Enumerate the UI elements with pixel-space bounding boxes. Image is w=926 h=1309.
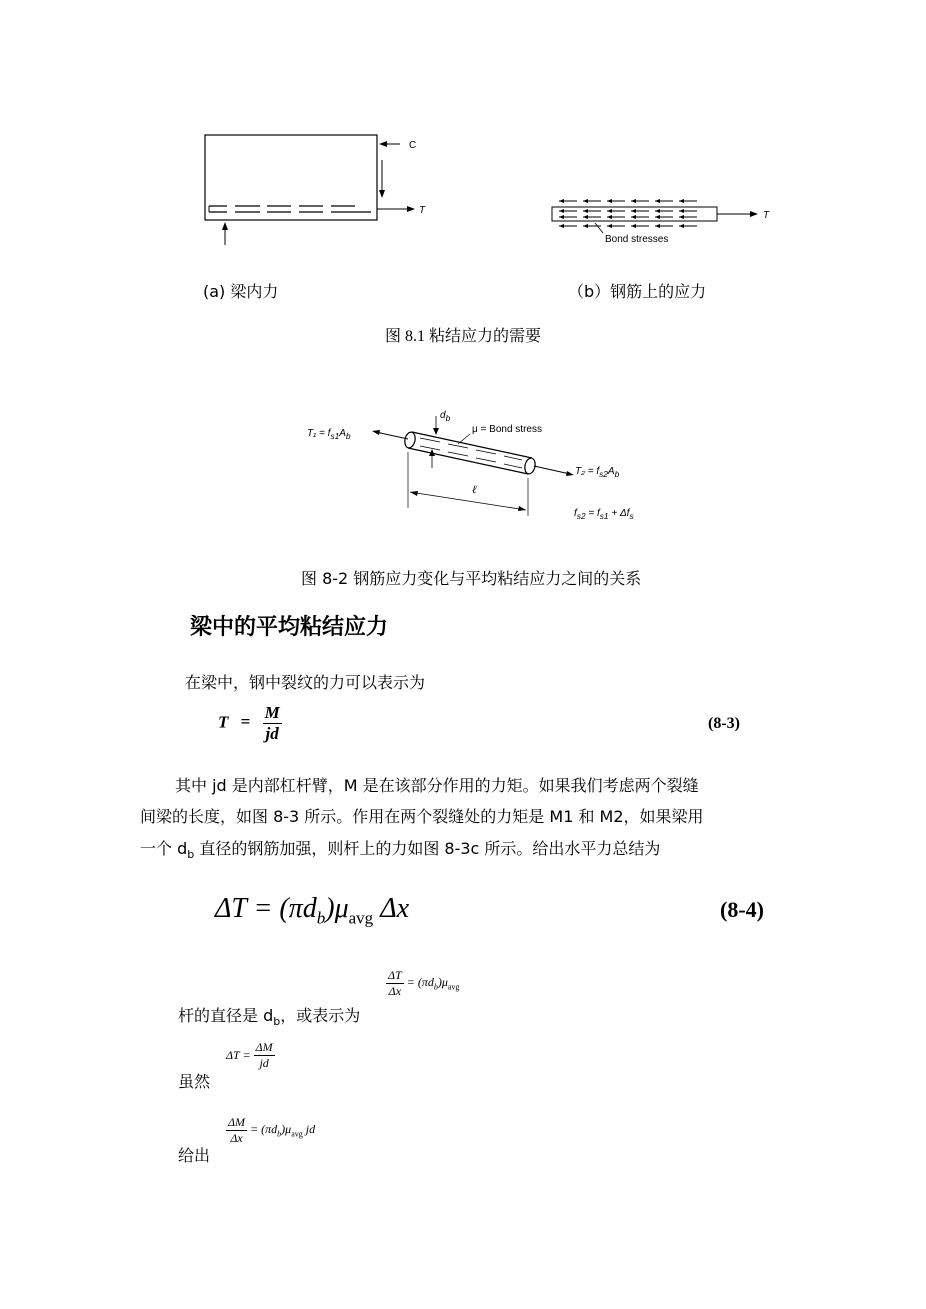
rod-text-sub: b <box>273 1015 281 1029</box>
eq-g-mid: )μ <box>281 1122 292 1137</box>
t2-label: T₂ = f <box>575 466 600 477</box>
equation-8-3: T = $\frac{M}{jd}$ <box>218 703 280 743</box>
force-t-label: T <box>419 205 426 216</box>
eq-alt-lhs: ΔT = <box>226 1048 251 1062</box>
t2-end-sub: b <box>614 469 620 479</box>
eq-g-end: jd <box>302 1122 316 1137</box>
figure-8-2 <box>300 408 680 528</box>
t2-sub: s2 <box>599 469 608 479</box>
eq-g-num: ΔM <box>228 1115 246 1129</box>
figure-8-2-title: 图 8-2 钢筋应力变化与平均粘结应力之间的关系 <box>301 569 642 588</box>
although-text: 虽然 <box>178 1072 211 1091</box>
eq-g-rhs: = (πd <box>250 1122 278 1137</box>
eq-rod-num: ΔT <box>388 968 402 982</box>
para-line-3a: 一个 d <box>140 839 188 858</box>
para-line-2: 间梁的长度，如图 8-3 所示。作用在两个裂缝处的力矩是 M1 和 M2，如果梁用 <box>140 807 704 826</box>
figure-8-1a-beam <box>195 125 445 250</box>
fs2-label: f <box>574 508 577 519</box>
t1-sub: s1 <box>330 431 340 441</box>
eq84-sub2: avg <box>348 908 374 928</box>
eq84-sub: b <box>316 908 326 928</box>
fs2-mid: = f <box>585 508 600 519</box>
length-label: ℓ <box>472 484 477 496</box>
eq-rod-sub: b <box>433 982 438 992</box>
para-line-3b: 直径的钢筋加强，则杆上的力如图 8-3c 所示。给出水平力总结为 <box>194 839 661 858</box>
eq84-end: Δx <box>373 893 410 924</box>
eq83-num: M <box>264 703 280 722</box>
eq-rod-sub2: avg <box>447 982 460 992</box>
rod-text-b: ，或表示为 <box>280 1006 361 1025</box>
figure-8-1-title: 图 8.1 粘结应力的需要 <box>385 328 542 345</box>
intro-text: 在梁中，钢中裂纹的力可以表示为 <box>185 673 426 692</box>
eq84-mid: )μ <box>325 893 349 924</box>
fs2-end: + Δf <box>608 508 630 519</box>
section-heading: 梁中的平均粘结应力 <box>190 615 389 640</box>
fs2-sub2: s1 <box>599 511 609 521</box>
eq-g-sub: b <box>277 1129 282 1139</box>
equation-rod <box>386 968 459 999</box>
fs2-sub3: s <box>629 511 634 521</box>
t1-end-sub: b <box>345 431 351 441</box>
t1-end: A <box>339 428 346 439</box>
t1-label: T₁ = f <box>307 428 331 439</box>
force-c-label: C <box>409 140 417 151</box>
eq83-den: jd <box>265 724 279 743</box>
caption-b: （b）钢筋上的应力 <box>568 282 707 301</box>
force-t-label-b: T <box>763 210 770 221</box>
t2-end: A <box>607 466 615 477</box>
para-line-3-sub: b <box>187 848 195 862</box>
bond-stresses-label: Bond stresses <box>605 234 669 245</box>
db-sub: b <box>445 413 451 423</box>
equation-8-4 <box>215 893 409 929</box>
rod-text-a: 杆的直径是 d <box>178 1006 274 1025</box>
eq-g-sub2: avg <box>291 1129 303 1139</box>
equation-gives <box>226 1115 315 1146</box>
mu-label: μ = Bond stress <box>472 424 542 435</box>
eq-g-den: Δx <box>230 1131 243 1145</box>
equation-although <box>226 1040 275 1071</box>
eq83-lhs: T <box>218 712 229 732</box>
gives-text: 给出 <box>178 1146 211 1165</box>
fs2-sub1: s2 <box>576 511 586 521</box>
figure-8-1b-rebar <box>545 195 785 250</box>
eq83-number: (8-3) <box>708 715 740 732</box>
eq-rod-mid: )μ <box>437 975 448 990</box>
caption-a: (a) 梁内力 <box>203 282 279 301</box>
db-label: d <box>440 410 446 421</box>
eq-alt-den: jd <box>259 1056 269 1070</box>
eq-rod-den: Δx <box>388 984 402 998</box>
para-line-1: 其中 jd 是内部杠杆臂，M 是在该部分作用的力矩。如果我们考虑两个裂缝 <box>175 776 699 795</box>
eq-rod-rhs: = (πd <box>406 975 434 990</box>
eq84-number: (8-4) <box>720 897 764 922</box>
eq84-main: ΔT = (πd <box>215 893 317 924</box>
eq-alt-num: ΔM <box>255 1040 273 1054</box>
